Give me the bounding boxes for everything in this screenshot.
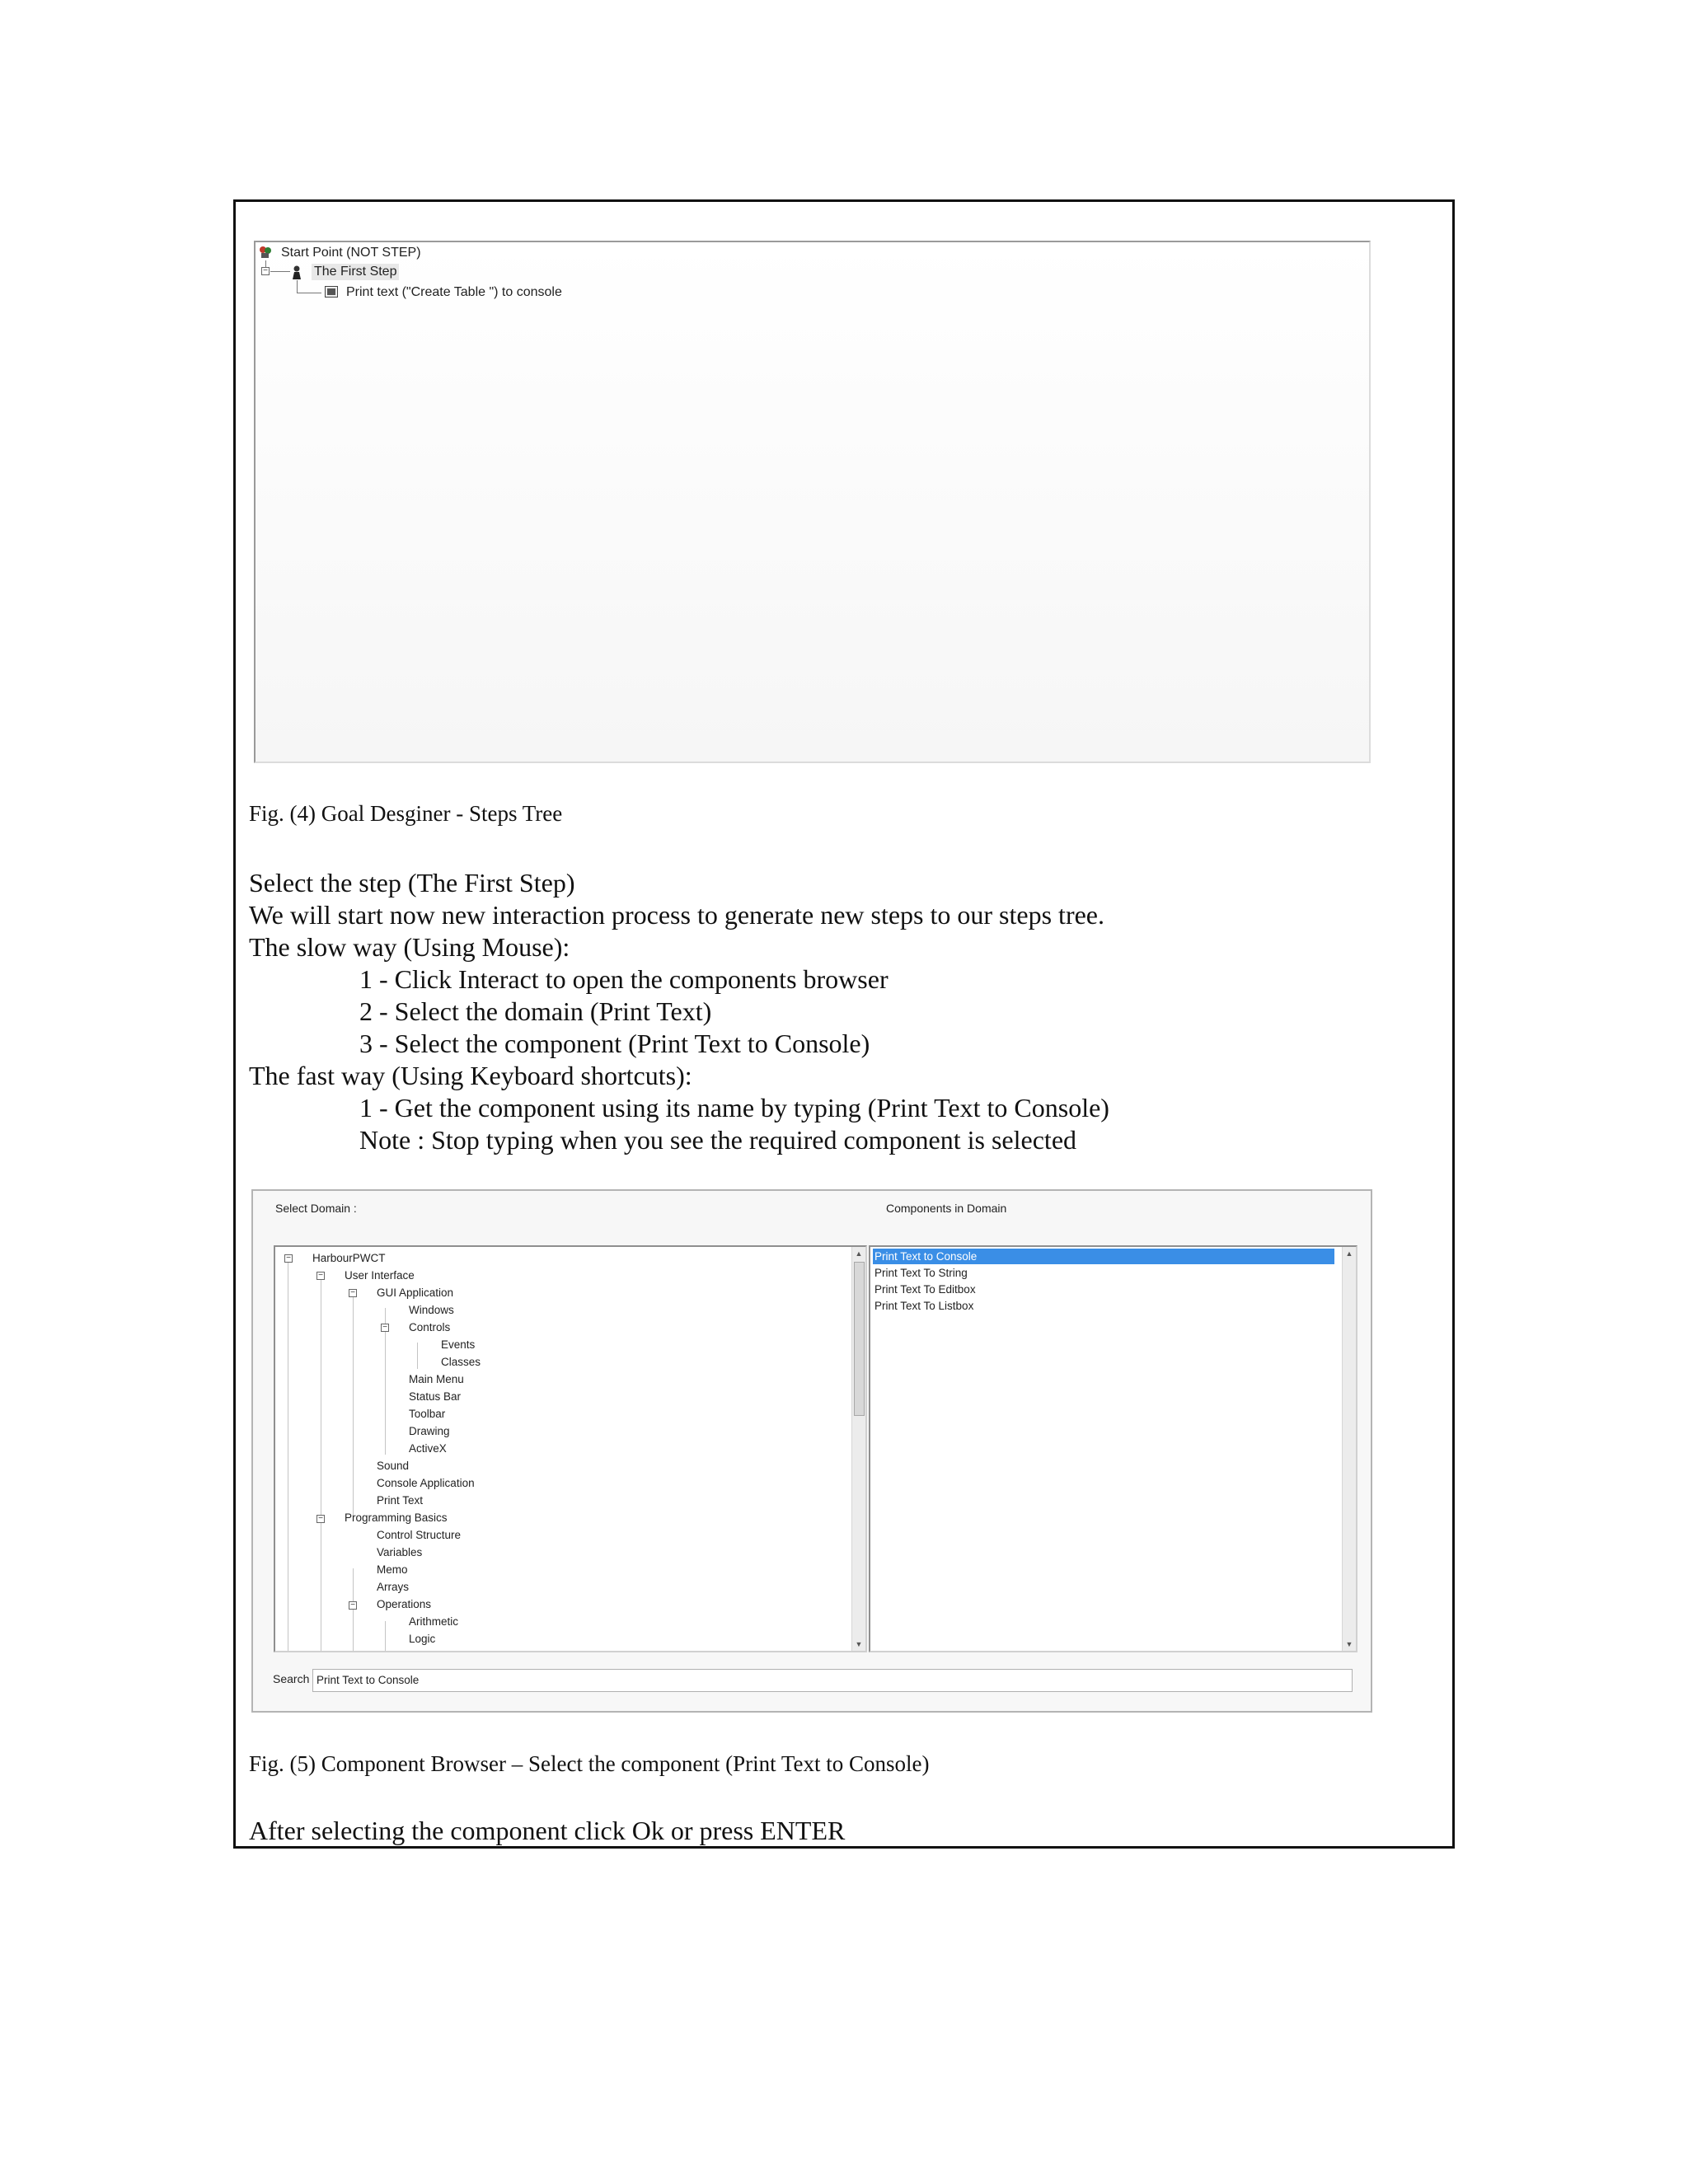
components-list[interactable] [869, 1245, 1357, 1652]
domain-node[interactable]: Windows [409, 1304, 454, 1316]
domain-node[interactable]: Console Application [377, 1477, 475, 1489]
component-browser-dialog [251, 1189, 1372, 1713]
tree-node-first-step[interactable]: The First Step [312, 264, 399, 280]
console-step-icon [325, 286, 338, 302]
domain-node[interactable]: Logic [409, 1633, 436, 1645]
instruction-line: The fast way (Using Keyboard shortcuts): [249, 1061, 692, 1090]
tree-node-start-point[interactable]: Start Point (NOT STEP) [281, 246, 421, 260]
domain-node[interactable]: HarbourPWCT [312, 1252, 386, 1264]
expand-toggle-icon[interactable]: − [381, 1324, 389, 1332]
domain-node[interactable]: Arrays [377, 1581, 410, 1593]
select-domain-label: Select Domain : [275, 1202, 357, 1215]
component-item[interactable]: Print Text To String [874, 1267, 968, 1279]
tree-connector [417, 1343, 418, 1369]
scroll-up-arrow-icon[interactable]: ▲ [855, 1249, 863, 1258]
domain-node[interactable]: Memo [377, 1563, 408, 1576]
domain-tree-scrollbar[interactable] [851, 1247, 865, 1651]
domain-node[interactable]: User Interface [345, 1269, 415, 1282]
domain-node[interactable]: Status Bar [409, 1390, 462, 1403]
expand-toggle-icon[interactable]: − [316, 1515, 325, 1523]
tree-connector [385, 1621, 386, 1651]
tree-connector [353, 1291, 354, 1515]
instruction-step: 3 - Select the component (Print Text to Console) [359, 1029, 870, 1058]
tree-connector [297, 280, 298, 293]
scroll-down-arrow-icon[interactable]: ▼ [855, 1640, 863, 1648]
search-input[interactable]: Print Text to Console [312, 1669, 1353, 1692]
instruction-line: The slow way (Using Mouse): [249, 932, 570, 962]
tree-connector [353, 1568, 354, 1651]
tree-node-print-step[interactable]: Print text ("Create Table ") to console [346, 285, 562, 299]
domain-node[interactable]: ActiveX [409, 1442, 447, 1455]
instruction-line: We will start now new interaction process to generate new steps to our steps tree. [249, 900, 1104, 930]
component-item[interactable]: Print Text To Editbox [874, 1283, 976, 1296]
search-label: Search [273, 1672, 310, 1685]
domain-node[interactable]: Controls [409, 1321, 451, 1333]
expand-toggle-icon[interactable]: − [316, 1272, 325, 1280]
domain-node[interactable]: Main Menu [409, 1373, 464, 1385]
scroll-up-arrow-icon[interactable]: ▲ [1345, 1249, 1353, 1258]
component-item[interactable]: Print Text To Listbox [874, 1300, 974, 1312]
domain-node[interactable]: Toolbar [409, 1408, 446, 1420]
scrollbar-thumb[interactable] [854, 1262, 865, 1416]
collapse-toggle-icon[interactable]: − [261, 267, 270, 275]
domain-node[interactable]: Classes [441, 1356, 481, 1368]
domain-node[interactable]: Programming Basics [345, 1511, 448, 1524]
components-in-domain-label: Components in Domain [886, 1202, 1007, 1215]
figure-5-caption: Fig. (5) Component Browser – Select the component (Print Text to Console) [249, 1751, 930, 1776]
closing-instruction: After selecting the component click Ok or press ENTER [249, 1816, 846, 1845]
instruction-step: 2 - Select the domain (Print Text) [359, 996, 712, 1026]
scroll-down-arrow-icon[interactable]: ▼ [1345, 1640, 1353, 1648]
domain-node[interactable]: Sound [377, 1460, 410, 1472]
domain-node[interactable]: Arithmetic [409, 1615, 459, 1628]
instruction-step: 1 - Click Interact to open the components browser [359, 964, 889, 994]
expand-toggle-icon[interactable]: − [349, 1601, 357, 1610]
instruction-note: Note : Stop typing when you see the required component is selected [359, 1125, 1077, 1155]
instruction-step: 1 - Get the component using its name by typing (Print Text to Console) [359, 1093, 1109, 1122]
components-list-scrollbar[interactable] [1342, 1247, 1356, 1651]
domain-tree[interactable] [274, 1245, 867, 1652]
figure-4-caption: Fig. (4) Goal Desginer - Steps Tree [249, 801, 563, 826]
domain-node[interactable]: Control Structure [377, 1529, 462, 1541]
tree-connector [270, 271, 290, 272]
domain-node[interactable]: Events [441, 1338, 476, 1351]
component-item-selected[interactable]: Print Text to Console [873, 1249, 1334, 1264]
domain-node[interactable]: Drawing [409, 1425, 450, 1437]
expand-toggle-icon[interactable]: − [349, 1289, 357, 1297]
domain-node[interactable]: GUI Application [377, 1286, 454, 1299]
domain-node[interactable]: Variables [377, 1546, 423, 1558]
instruction-line: Select the step (The First Step) [249, 868, 575, 898]
domain-node[interactable]: Operations [377, 1598, 432, 1610]
steps-tree-panel[interactable] [254, 241, 1371, 763]
domain-node[interactable]: Print Text [377, 1494, 424, 1507]
expand-toggle-icon[interactable]: − [284, 1254, 293, 1263]
